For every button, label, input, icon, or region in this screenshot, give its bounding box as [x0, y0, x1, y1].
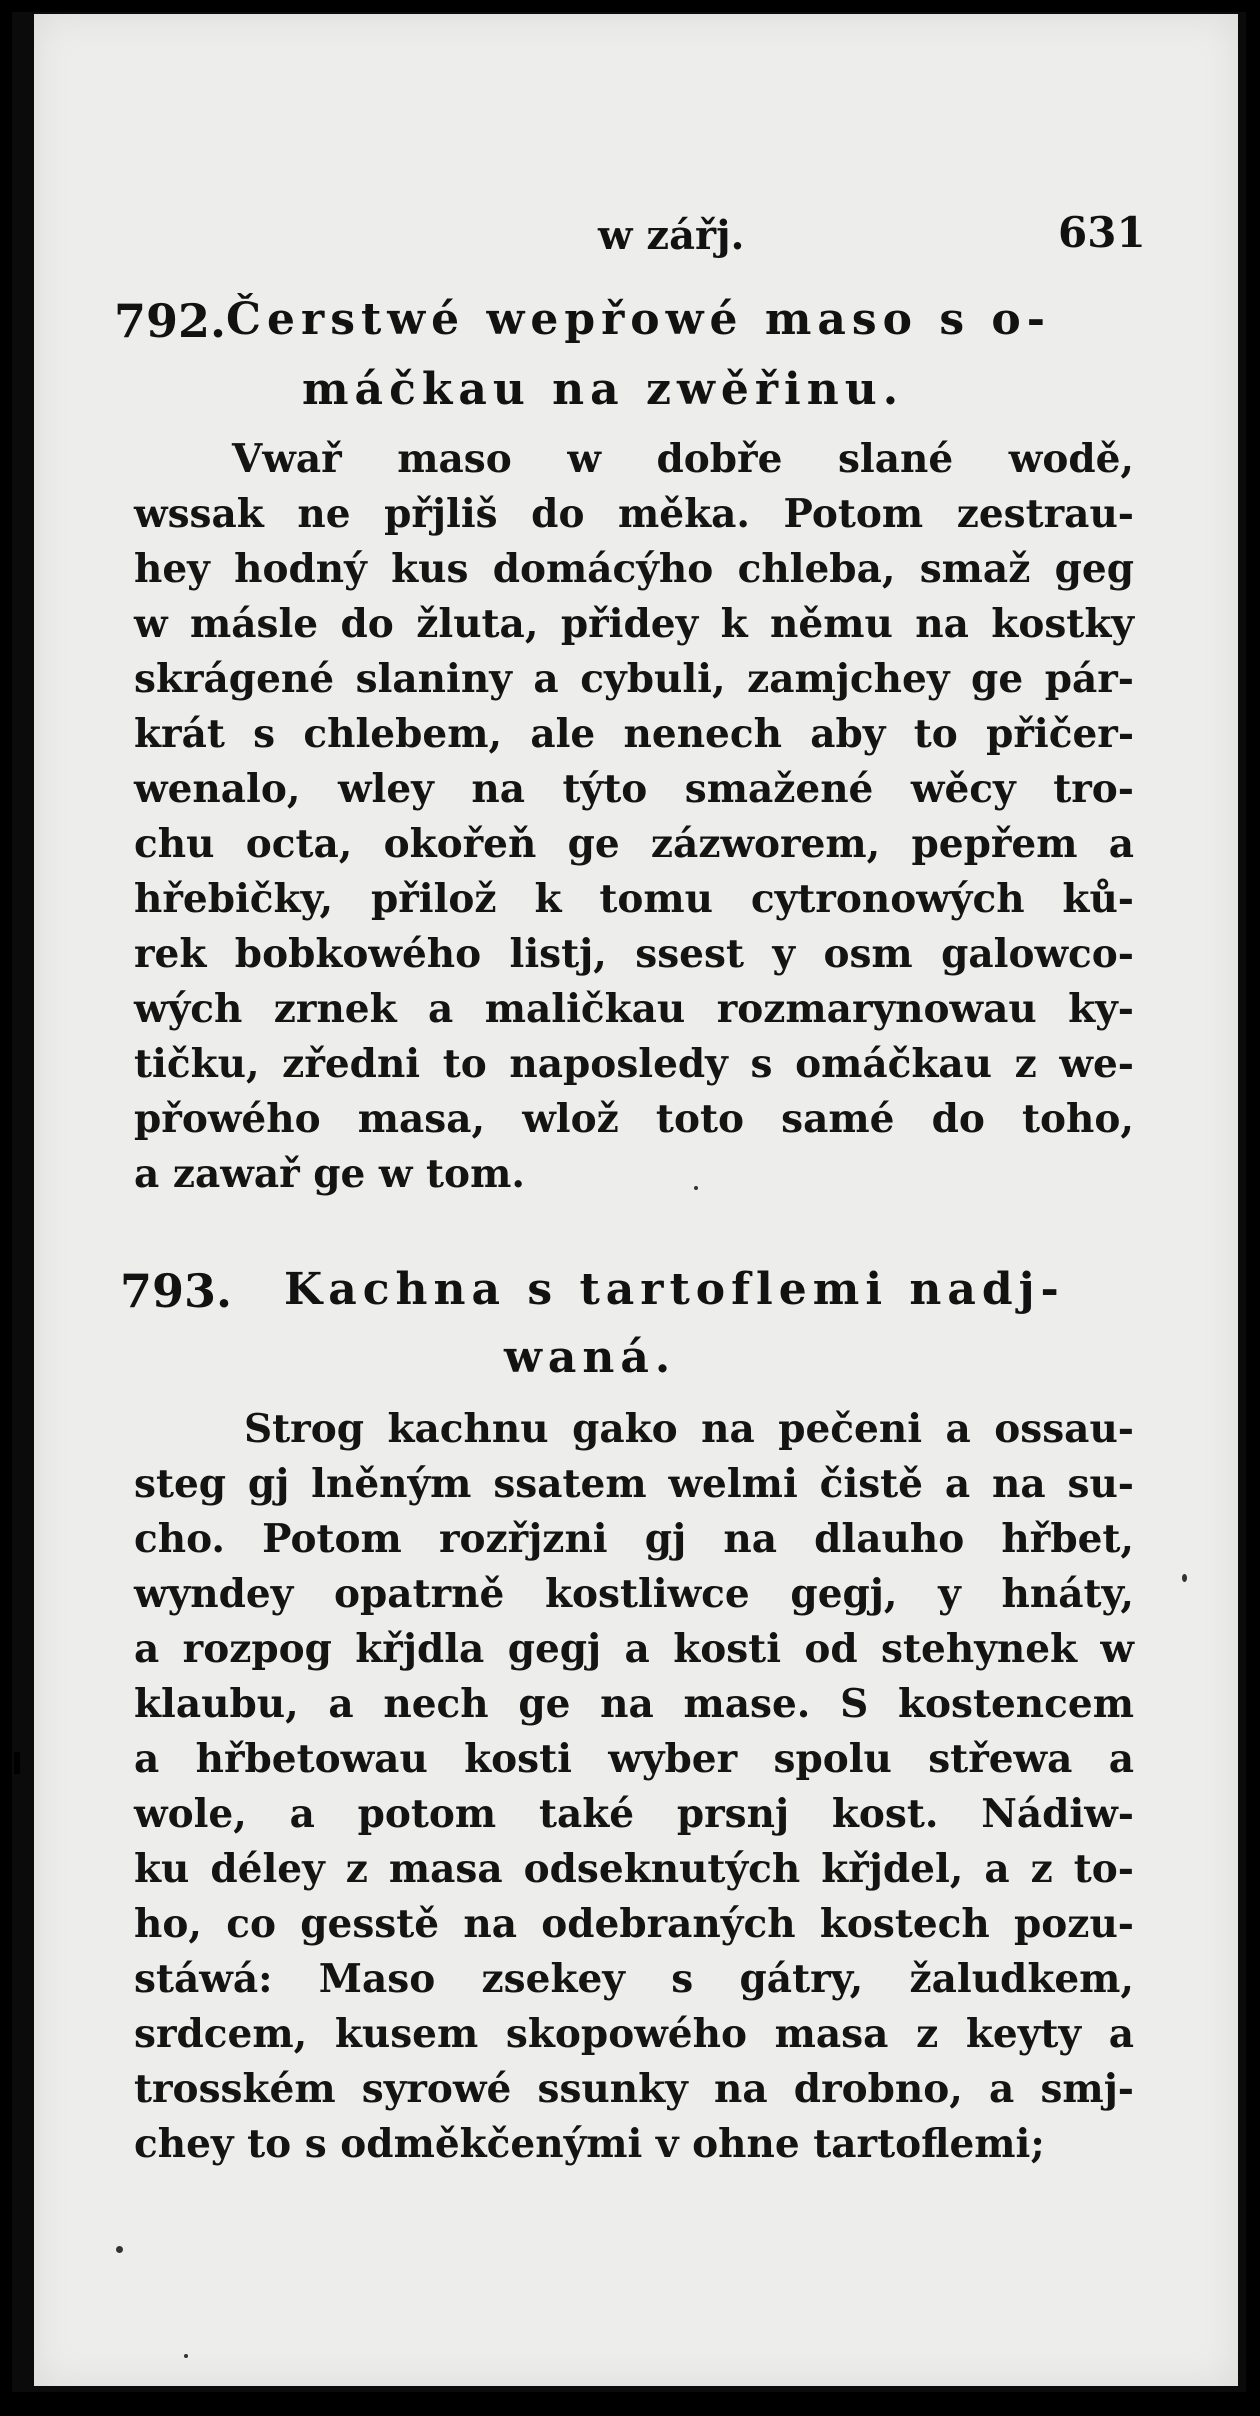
recipe-number: 792. — [114, 294, 227, 348]
body-line: hřebičky, přilož k tomu cytronowých ků- — [134, 876, 1134, 922]
recipe-title-line: Čerstwé wepřowé maso s o- — [226, 294, 1052, 345]
body-line: cho. Potom rozřjzni gj na dlauho hřbet, — [134, 1516, 1134, 1562]
body-line: tičku, zředni to naposledy s omáčkau z we- — [134, 1041, 1134, 1087]
body-line: wých zrnek a maličkau rozmarynowau ky- — [134, 986, 1134, 1032]
body-line: chey to s odměkčenými v ohne tartoflemi; — [134, 2121, 1045, 2167]
body-line: krát s chlebem, ale nenech aby to přičer- — [134, 711, 1134, 757]
recipe-title-line: Kachna s tartoflemi nadj- — [284, 1264, 1065, 1315]
body-line: Vwař maso w dobře slané wodě, — [232, 436, 1134, 482]
body-line: klaubu, a nech ge na mase. S kostencem — [134, 1681, 1134, 1727]
body-line: wssak ne přjliš do měka. Potom zestrau- — [134, 491, 1134, 537]
scan-speck — [694, 1186, 698, 1190]
recipe-title-line: waná. — [504, 1332, 677, 1383]
body-line: wenalo, wley na týto smažené wěcy tro- — [134, 766, 1134, 812]
scan-speck — [1182, 1574, 1187, 1582]
body-line: ku déley z masa odseknutých křjdel, a z to- — [134, 1846, 1134, 1892]
scan-border-right — [1246, 0, 1260, 2416]
body-line: rek bobkowého listj, ssest y osm galowco- — [134, 931, 1134, 977]
body-line: wole, a potom také prsnj kost. Nádiw- — [134, 1791, 1134, 1837]
margin-mark — [14, 1752, 20, 1774]
body-line: stáwá: Maso zsekey s gátry, žaludkem, — [134, 1956, 1134, 2002]
scan-border-top — [0, 0, 1260, 12]
body-line: trosském syrowé ssunky na drobno, a smj- — [134, 2066, 1134, 2112]
page-number: 631 — [1058, 208, 1146, 257]
body-line: přowého masa, wlož toto samé do toho, — [134, 1096, 1134, 1142]
body-line: chu octa, okořeň ge zázworem, pepřem a — [134, 821, 1134, 867]
body-line: Strog kachnu gako na pečeni a ossau- — [244, 1406, 1134, 1452]
scan-speck — [116, 2246, 123, 2253]
body-line: a zawař ge w tom. — [134, 1151, 525, 1197]
body-line: ho, co gesstě na odebraných kostech pozu- — [134, 1901, 1134, 1947]
recipe-number: 793. — [120, 1264, 233, 1318]
body-line: hey hodný kus domácýho chleba, smaž geg — [134, 546, 1134, 592]
body-line: w másle do žluta, přidey k němu na kostky — [134, 601, 1134, 647]
body-line: a rozpog křjdla gegj a kosti od stehynek w — [134, 1626, 1134, 1672]
scan-speck — [184, 2354, 188, 2358]
scan-border-bottom — [0, 2392, 1260, 2416]
body-line: a hřbetowau kosti wyber spolu střewa a — [134, 1736, 1134, 1782]
running-head: w zářj. — [598, 212, 745, 259]
body-line: steg gj lněným ssatem welmi čistě a na su- — [134, 1461, 1134, 1507]
book-page — [34, 14, 1238, 2386]
body-line: skrágené slaniny a cybuli, zamjchey ge pár- — [134, 656, 1134, 702]
body-line: wyndey opatrně kostliwce gegj, y hnáty, — [134, 1571, 1134, 1617]
body-line: srdcem, kusem skopowého masa z keyty a — [134, 2011, 1134, 2057]
recipe-title-line: máčkau na zwěřinu. — [302, 364, 905, 415]
scan-border-left — [0, 0, 12, 2416]
